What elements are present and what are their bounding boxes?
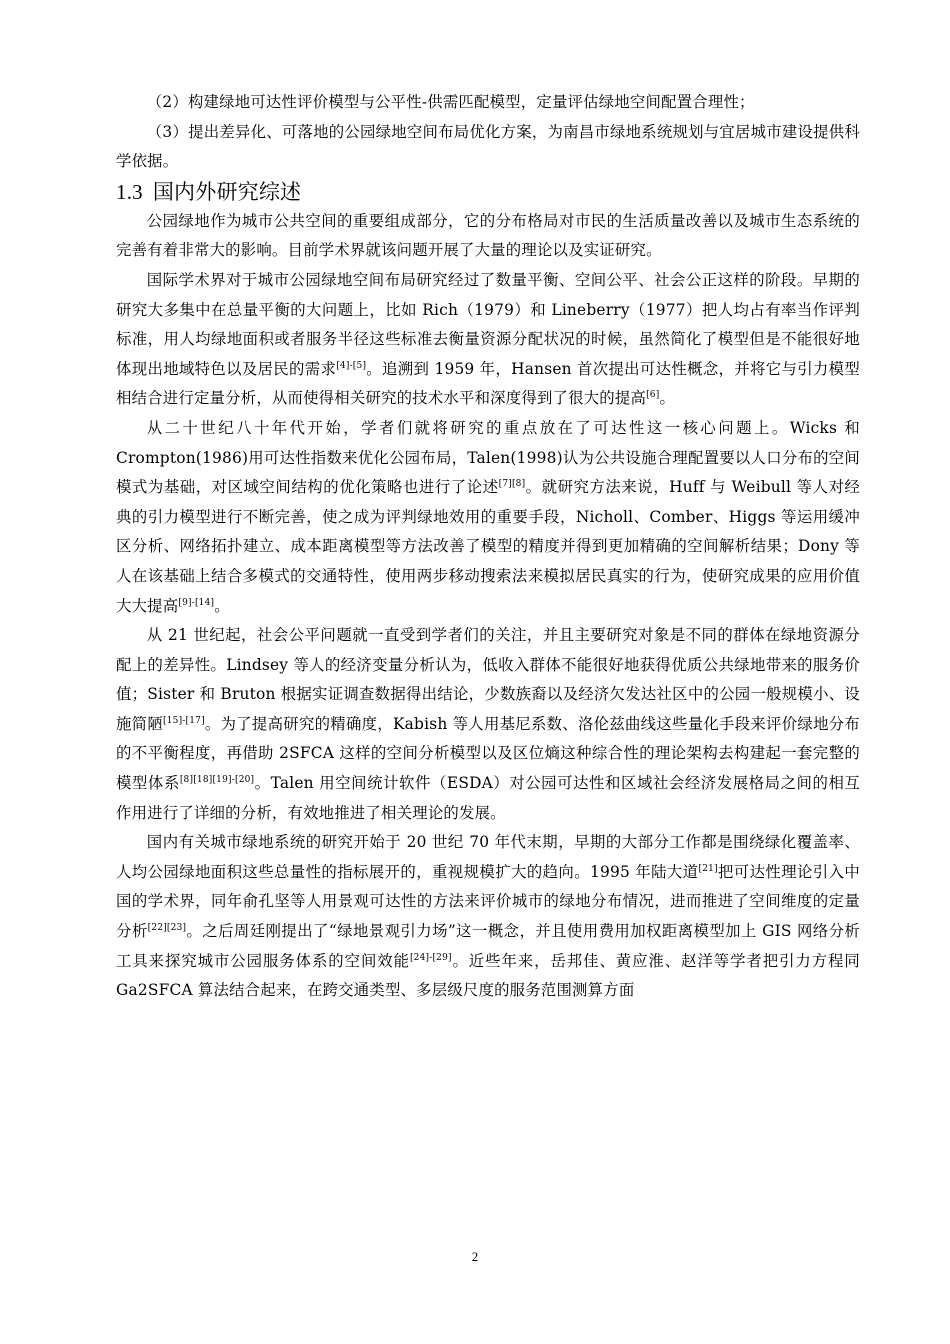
citation: [8][18][19]-[20] — [179, 775, 255, 786]
citation: [24]-[29] — [409, 952, 452, 963]
paragraph-text: 。追溯到 1959 年，Hansen 首次提出可达性概念，并将它与引力模型相结合进行定量分析，从而使得相关研究的技术水平和深度得到了很大的提高 — [116, 359, 860, 408]
citation: [22][23] — [147, 923, 187, 934]
paragraph-text: 。就研究方法来说，Huff 与 Weibull 等人对经典的引力模型进行不断完善，使之成为评判绿地效用的重要手段，Nicholl、Comber、Higgs 等运用缓冲区分析、网络拓扑建立、成本距离模型等方法改善了模型的精度并得到更加精确的空间解析结果；Dony 等人在该基础上结合多模式的交通特性，使用两步移动搜索法来模拟居民真实的行为，使研究成果的应用价值大大提高 — [116, 478, 860, 615]
section-heading — [116, 177, 860, 207]
paragraph-text: 从二十世纪八十年代开始，学者们就将研究的重点放在了可达性这一核心问题上。Wicks 和 Crompton(1986)用可达性指数来优化公园布局，Talen(1998)认为公共设施合理配置要以人口分布的空间模式为基础，对区域空间结构的优化策略也进行了论述 — [116, 418, 860, 497]
objective-item-3: （3）提出差异化、可落地的公园绿地空间布局优化方案，为南昌市绿地系统规划与宜居城市建设提供科学依据。 — [116, 122, 860, 171]
paragraph-text: 。近些年来，岳邦佳、黄应淮、赵洋等学者把引力方程同 Ga2SFCA 算法结合起来，在跨交通类型、多层级尺度的服务范围测算方面 — [116, 951, 860, 1000]
paragraph-text: 从 21 世纪起，社会公平问题就一直受到学者们的关注，并且主要研究对象是不同的群体在绿地资源分配上的差异性。Lindsey 等人的经济变量分析认为，低收入群体不能很好地获得优质公共绿地带来的服务价值；Sister 和 Bruton 根据实证调查数据得出结论，少数族裔以及经济欠发达社区中的公园一般规模小、设施简陋 — [116, 626, 860, 733]
paragraph-text: 国内有关城市绿地系统的研究开始于 20 世纪 70 年代末期，早期的大部分工作都是围绕绿化覆盖率、人均公园绿地面积这些总量性的指标展开的，重视规模扩大的趋向。1995 年陆大道 — [116, 833, 860, 881]
citation: [21] — [698, 863, 718, 874]
paragraph-text: 。 — [659, 389, 676, 408]
paragraph-domestic — [116, 828, 860, 1006]
body-text — [116, 88, 860, 1006]
paragraph-international — [116, 266, 860, 414]
paragraph-text: 。Talen 用空间统计软件（ESDA）对公园可达性和区域社会经济发展格局之间的相互作用进行了详细的分析，有效地推进了相关理论的发展。 — [116, 774, 860, 822]
objective-item-2: （2）构建绿地可达性评价模型与公平性-供需匹配模型，定量评估绿地空间配置合理性； — [146, 93, 755, 111]
section-number: 1.3 — [116, 179, 143, 204]
page-number: 2 — [471, 1249, 479, 1264]
citation: [7][8] — [498, 479, 526, 490]
paragraph-text: 把可达性理论引入中国的学术界，同年俞孔坚等人用景观可达性的方法来评价城市的绿地分布情况，进而推进了空间维度的定量分析 — [116, 862, 860, 941]
paragraph-accessibility — [116, 414, 860, 621]
citation: [6] — [646, 390, 660, 401]
citation: [9]-[14] — [178, 597, 215, 608]
citation: [4]-[5] — [336, 360, 367, 371]
paragraph-social-equity — [116, 621, 860, 828]
paragraph-intro: 公园绿地作为城市公共空间的重要组成部分，它的分布格局对市民的生活质量改善以及城市生态系统的完善有着非常大的影响。目前学术界就该问题开展了大量的理论以及实证研究。 — [116, 211, 860, 260]
paragraph-text: 。之后周廷刚提出了“绿地景观引力场”这一概念，并且使用费用加权距离模型加上 GIS 网络分析工具来探究城市公园服务体系的空间效能 — [116, 922, 861, 970]
paragraph-text: 。 — [214, 596, 230, 615]
paragraph-text: 。为了提高研究的精确度，Kabish 等人用基尼系数、洛伦兹曲线这些量化手段来评价绿地分布的不平衡程度，再借助 2SFCA 这样的空间分析模型以及区位熵这种综合性的理论架构去构建起一套完整的模型体系 — [116, 714, 861, 793]
paragraph-text: 国际学术界对于城市公园绿地空间布局研究经过了数量平衡、空间公平、社会公正这样的阶段。早期的研究大多集中在总量平衡的大问题上，比如 Rich（1979）和 Lineberry（1977）把人均占有率当作评判标准，用人均绿地面积或者服务半径这些标准去衡量资源分配状况的时候，虽然简化了模型但是不能很好地体现出地域特色以及居民的需求 — [116, 270, 860, 378]
section-title: 国内外研究综述 — [152, 179, 302, 204]
citation: [15]-[17] — [163, 715, 205, 726]
